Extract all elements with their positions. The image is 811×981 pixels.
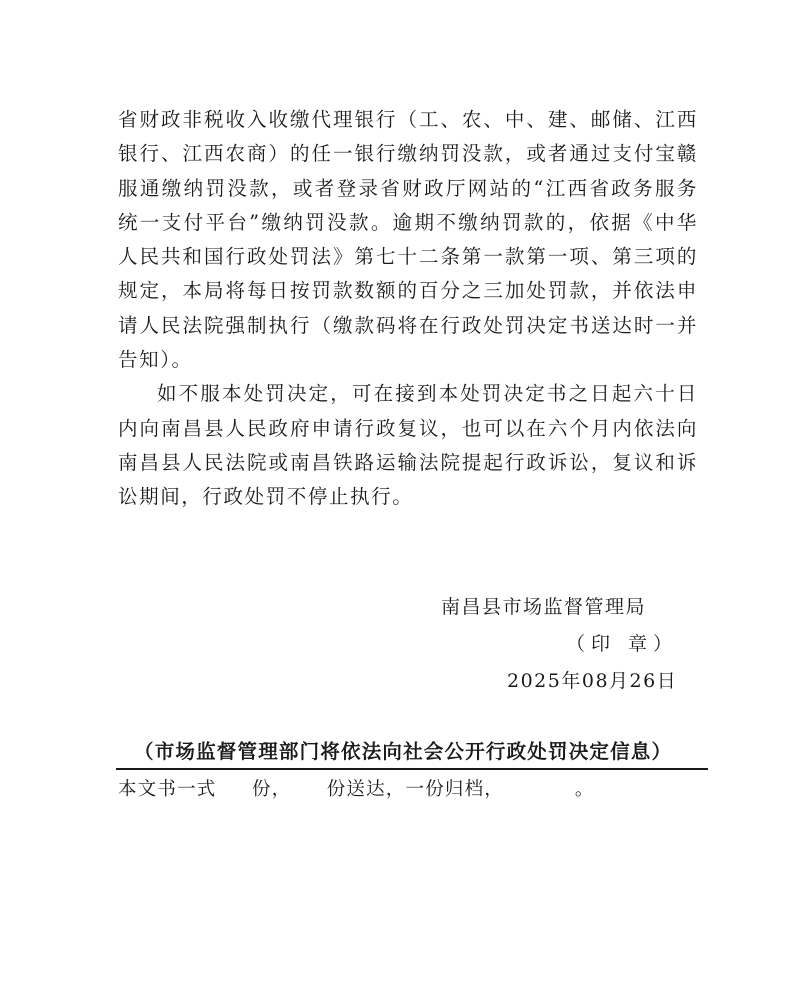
paragraph-payment-instructions: 省财政非税收入收缴代理银行（工、农、中、建、邮储、江西银行、江西农商）的任一银行缴纳罚没款，或者通过支付宝赣服通缴纳罚没款，或者登录省财政厅网站的“江西省政务服务统一支付平台”缴纳罚没款。逾期不缴纳罚款的，依据《中华人民共和国行政处罚法》第七十二条第一款第一项、第三项的规定，本局将每日按罚款数额的百分之三加处罚款，并依法申请人民法院强制执行（缴款码将在行政处罚决定书送达时一并告知）。 bbox=[118, 108, 698, 372]
copies-footer: 本文书一式 份， 份送达，一份归档， 。 bbox=[118, 779, 595, 800]
issue-date: 2025年08月26日 bbox=[507, 670, 678, 692]
seal-placeholder: （印 章） bbox=[566, 633, 679, 655]
public-disclosure-notice: （市场监督管理部门将依法向社会公开行政处罚决定信息） bbox=[134, 740, 673, 763]
paragraph-appeal-rights: 如不服本处罚决定，可在接到本处罚决定书之日起六十日内向南昌县人民政府申请行政复议，也可以在六个月内依法向南昌县人民法院或南昌铁路运输法院提起行政诉讼，复议和诉讼期间，行政处罚不停止执行。 bbox=[118, 382, 698, 509]
issuing-authority: 南昌县市场监督管理局 bbox=[441, 596, 647, 618]
document-body bbox=[118, 103, 698, 515]
divider-line bbox=[116, 768, 708, 770]
